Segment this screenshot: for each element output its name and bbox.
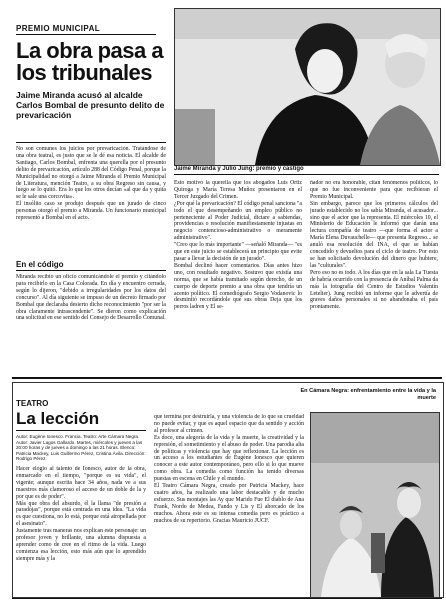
- subhead: En el código: [16, 260, 64, 269]
- divider: [16, 430, 146, 431]
- article-column-1: Hacer elogio al talento de Ionesco, autor de la obra, enmarcado en el tiempo, "porque es su vida", el vigente; aunque escrita hace 34 años, nada ve a sus maestros más clamoroso el acceso de un doble de la y por que es de poder". Más que obra del absurdo, él la llama "de presión a paradojas", porque está centrada en una idea. "La vida es que cuestiona, no lo está, porque está atropellada por el asesinato". Justamente tras maneras nos explican este personaje: un profesor joven y brillante, una alumna dispuesta a aprender como de cree en el ritmo de la vida. Luego comienza esa lección, esto más aún que lo aprendido siempre más y la: [16, 466, 146, 562]
- divider: [12, 598, 442, 599]
- photo-caption: Jaime Miranda y Julio Jung: premio y castigo: [174, 166, 304, 172]
- section-divider: [12, 377, 442, 379]
- section-label: PREMIO MUNICIPAL: [16, 24, 101, 33]
- headline: La obra pasa a los tribunales: [16, 38, 164, 85]
- photo-caption: En Cámara Negra: enfrentamiento entre la vida y la muerte: [300, 388, 436, 401]
- newspaper-page: [6, 4, 438, 596]
- deck: Jaime Miranda acusó al alcalde Carlos Bombal de presunto delito de prevaricación: [16, 90, 165, 120]
- article-column-1b: Miranda recibió un oficio comunicándole el premio y citándolo para recibirlo en la Casa Colorada. En día y encuentro cerrada, según lo dijeron, "debido a irregularidades por los datos del concurso". Al día siguiente se impuso de un decreto firmado por Bombal que declaraba desierto dicho reconocimiento "por ser la obra claramente intrascendente". Se dieron como explicación una solicitud en ese sentido del Consejo de Desarrollo Comunal.: [16, 274, 166, 322]
- article-column-3: ñador no era honorable, citan fenómenos políticos, lo que no fue inconveniente para que recibieran el Premio Municipal. Sin embargo, parece que los primeros cálculos del jurado establecido no los sabía Miranda, el acusador... sino que el actor que la representa. El miércoles 10, el Ministerio de Educación le informó que darán una lectura compañía de teatro —que forma el actor a María Elena Duvauchelle— que presenta Regreso... se anuló esa resolución del INA, el que se habían concedido y devueltos para el ciclo de teatro. Por esto se han solicitado devolución del dinero que hubiere, las "culturales". Pero eso no es todo. A los días que en la sala La Tuesta de habría ocurrido con la presencia de Aníbal Palma da más la fotografía del Centro de Estudios Valentín Letelier). Jung recibió un informe que le advertía de graves daños personales si no abandonaba el país prontamente.: [310, 180, 438, 311]
- credits: Autor: Eugène Ionesco. Francia. Teatro: Arte Cámara Negra. Autor: Javier Lagos Gallardo. Martes, miércoles y jueves a las 20:00 horas y de jueves a domingo a las 21 horas. Elenco: Patricia Mackey, Luis Guillermo Pérez, Cristina Ávila. Dirección: Rodrigo Pérez.: [16, 434, 146, 462]
- divider: [16, 34, 156, 35]
- headline: La lección: [16, 409, 100, 428]
- article-column-2: Esto motivó la querella que los abogados Luis Ortiz Quiroga y María Teresa Muñoz presentaron en el Tercer Juzgado del Crimen. ¿Por qué la prevaricación? El código penal sanciona "a todo el que desempeñando un empleo público no perteneciente al Poder Judicial, dictare a sabiendas, providencias o resolución manifiestamente injustas en negocio contencioso-administrativo o meramente administrativo". "Creo que lo más importante" —señaló Miranda— "es que en este juicio se establecerá un principio que evite pasar a llevar la decisión de un jurado". Bombal declinó hacer comentarios. Días antes hizo uno, con resultado negativo. Sostuvo que existía una norma, que se había tramitado según derecho, de un cuerpo de deporte premio a una obra que tendría un acento político. El comediógrafo Sergio Vodanovic lo desmintió recordándole que sus obras Deja que los perros ladren y El se-: [174, 180, 302, 311]
- divider: [16, 142, 166, 143]
- news-photo: [310, 412, 440, 598]
- news-photo: [174, 8, 441, 166]
- section-label: TEATRO: [16, 399, 49, 408]
- divider: [174, 174, 439, 175]
- article-column-1: No son comunes los juicios por prevaricación. Tratándose de una obra teatral, es justo que se le dé esa noticia. El alcalde de Santiago, Carlos Bombal, enfrenta una querella por el presunto delito de prevaricación, artículo 288 del Código Penal, porque la Municipalidad no otorgó a Jaime Miranda el Premio Municipal de Literatura, mención Teatro, a su obra Regreso sin causa, y luego se lo quitó. Era lo que los otros decían «al que da y quita se le sale una corcovita». El insólito caso se produjo después que un jurado de cinco personas otorgó el premio a Miranda. Un funcionario municipal representó a Bombal en el acto.: [16, 146, 166, 222]
- article-column-2: que termina por destruirla, y una violencia de lo que su crueldad no puede evitar, y que es aquel espacio que da sentido y acción al profesor al crimen. Es doce, una alegoría de la vida y la muerte, la creatividad y la represión, el sometimiento y el abuso de poder. Una parodia alta de políticas y violencia que hay que reflexionar. La lección es un acceso a los estudiantes de Eugène Ionesco que quieren conocer a este autor contemporáneo, pero ello si lo que mueve como obra. La comedia como función ha tenido diversas puestas en escena en Chile y el mundo. El Teatro Cámara Negra, creado por Patricia Mackey, hace cuatro años, ha realizado una labor destacable y de mucho esfuerzo. Sus montajes las Ay que Marido Fue El diablo de Ana Frank, Nordo de Medea, Fando y Lis y El ahorcado de los muchos. Ahora este es su intensa comedia pero es práctico a muchos de su repertorio. Gracias Mauricio JUCF.: [154, 414, 304, 524]
- divider: [16, 270, 166, 271]
